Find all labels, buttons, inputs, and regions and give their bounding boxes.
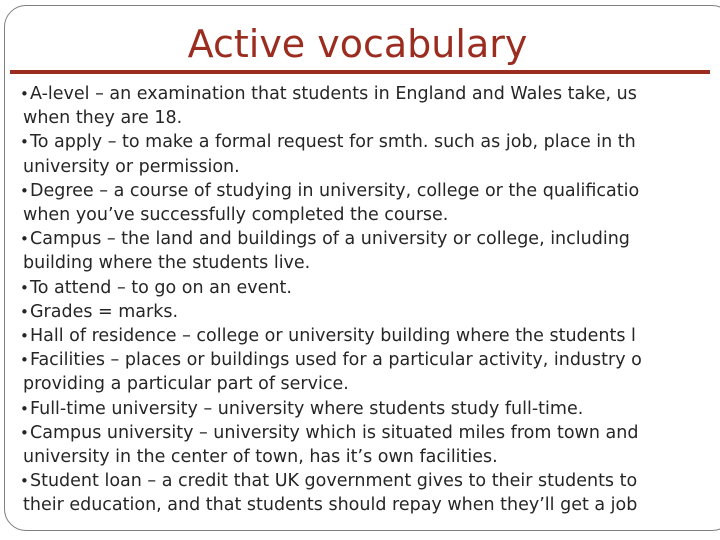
list-item-line: their education, and that students should repay when they’ll get a job [23,495,638,516]
list-item [18,348,720,396]
bullet-icon: • [20,85,29,103]
bullet-icon: • [20,133,29,152]
bullet-icon: • [20,278,29,297]
slide-title: Active vocabulary [187,22,528,66]
list-item-line: To apply – to make a formal request for smth. such as job, place in th [30,132,636,153]
list-item [18,397,720,421]
list-item-line: building where the students live. [23,253,311,274]
bullet-icon: • [20,351,29,370]
list-item [18,324,720,348]
title-divider [10,70,710,74]
bullet-icon: • [20,181,29,200]
list-item-line: Student loan – a credit that UK government gives to their students to [30,471,638,492]
list-item [18,82,720,130]
list-item-line: university or permission. [23,156,240,177]
list-item-line: Hall of residence – college or university building where the students l [30,326,636,347]
list-item [18,130,720,178]
list-item-line: Degree – a course of studying in university, college or the qualificatio [30,180,640,201]
list-item-line: Grades = marks. [30,301,179,322]
bullet-icon: • [20,230,29,249]
bullet-icon: • [20,423,29,442]
list-item-line: when they are 18. [23,108,183,129]
list-item-line: Full-time university – university where students study full-time. [30,398,584,419]
bullet-icon: • [20,327,29,346]
list-item-line: To attend – to go on an event. [30,277,292,298]
list-item [18,300,720,324]
list-item [18,179,720,227]
bullet-icon: • [20,302,29,321]
bullet-icon: • [20,472,29,491]
list-item-line: when you’ve successfully completed the course. [23,205,449,226]
list-item-line: Campus university – university which is situated miles from town and [30,422,639,443]
bullet-icon: • [20,399,29,418]
list-item-line: providing a particular part of service. [23,374,349,395]
list-item-line: A-level – an examination that students in England and Wales take, us [30,84,637,104]
list-item-line: university in the center of town, has it’s own facilities. [23,447,498,468]
list-item [18,469,720,517]
list-item [18,227,720,275]
list-item [18,276,720,300]
list-item-line: Facilities – places or buildings used for a particular activity, industry o [30,350,642,371]
vocabulary-list [18,82,720,522]
list-item [18,421,720,469]
list-item-line: Campus – the land and buildings of a university or college, including [30,229,630,250]
